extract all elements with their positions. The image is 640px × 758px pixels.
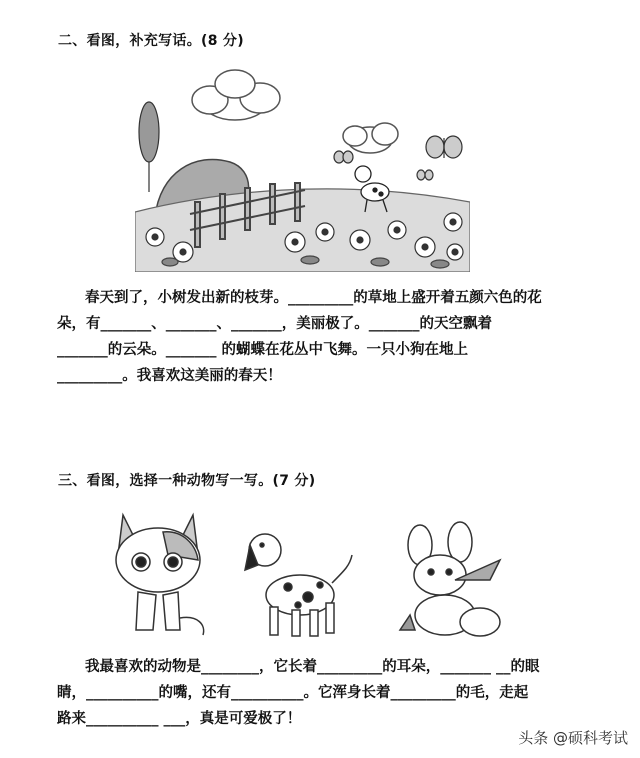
- butterfly-icon: [426, 136, 462, 158]
- tree-icon: [139, 102, 159, 192]
- section-2-paragraph: [57, 285, 557, 389]
- paragraph-line: _________。我喜欢这美丽的春天！: [57, 368, 282, 384]
- watermark: 头条 @硕科考试: [518, 729, 628, 747]
- cloud-icon: [343, 123, 398, 153]
- section-3-paragraph: [57, 654, 557, 732]
- cat-illustration: [108, 500, 208, 640]
- section-3-heading: 三、看图，选择一种动物写一写。(7 分): [58, 473, 316, 489]
- paragraph-line: 朵，有_______、_______、_______，美丽极了。_______的天空飘着: [57, 316, 492, 332]
- spring-scene-illustration: [135, 62, 470, 272]
- paragraph-line: _______的云朵。_______ 的蝴蝶在花丛中飞舞。一只小狗在地上: [57, 342, 469, 358]
- rabbit-illustration: [395, 520, 515, 640]
- dalmatian-illustration: [240, 515, 355, 643]
- paragraph-line: 路来__________ ___，真是可爱极了！: [57, 711, 302, 727]
- butterfly-icon: [334, 151, 353, 163]
- paragraph-line: 我最喜欢的动物是________，它长着_________的耳朵，_______ __的眼: [85, 659, 540, 675]
- section-2-heading: 二、看图，补充写话。(8 分): [58, 33, 244, 49]
- paragraph-line: 春天到了，小树发出新的枝芽。_________的草地上盛开着五颜六色的花: [85, 290, 542, 306]
- butterfly-icon: [417, 170, 433, 180]
- cloud-icon: [192, 70, 280, 120]
- paragraph-line: 睛，__________的嘴，还有__________。它浑身长着_________的毛，走起: [57, 685, 529, 701]
